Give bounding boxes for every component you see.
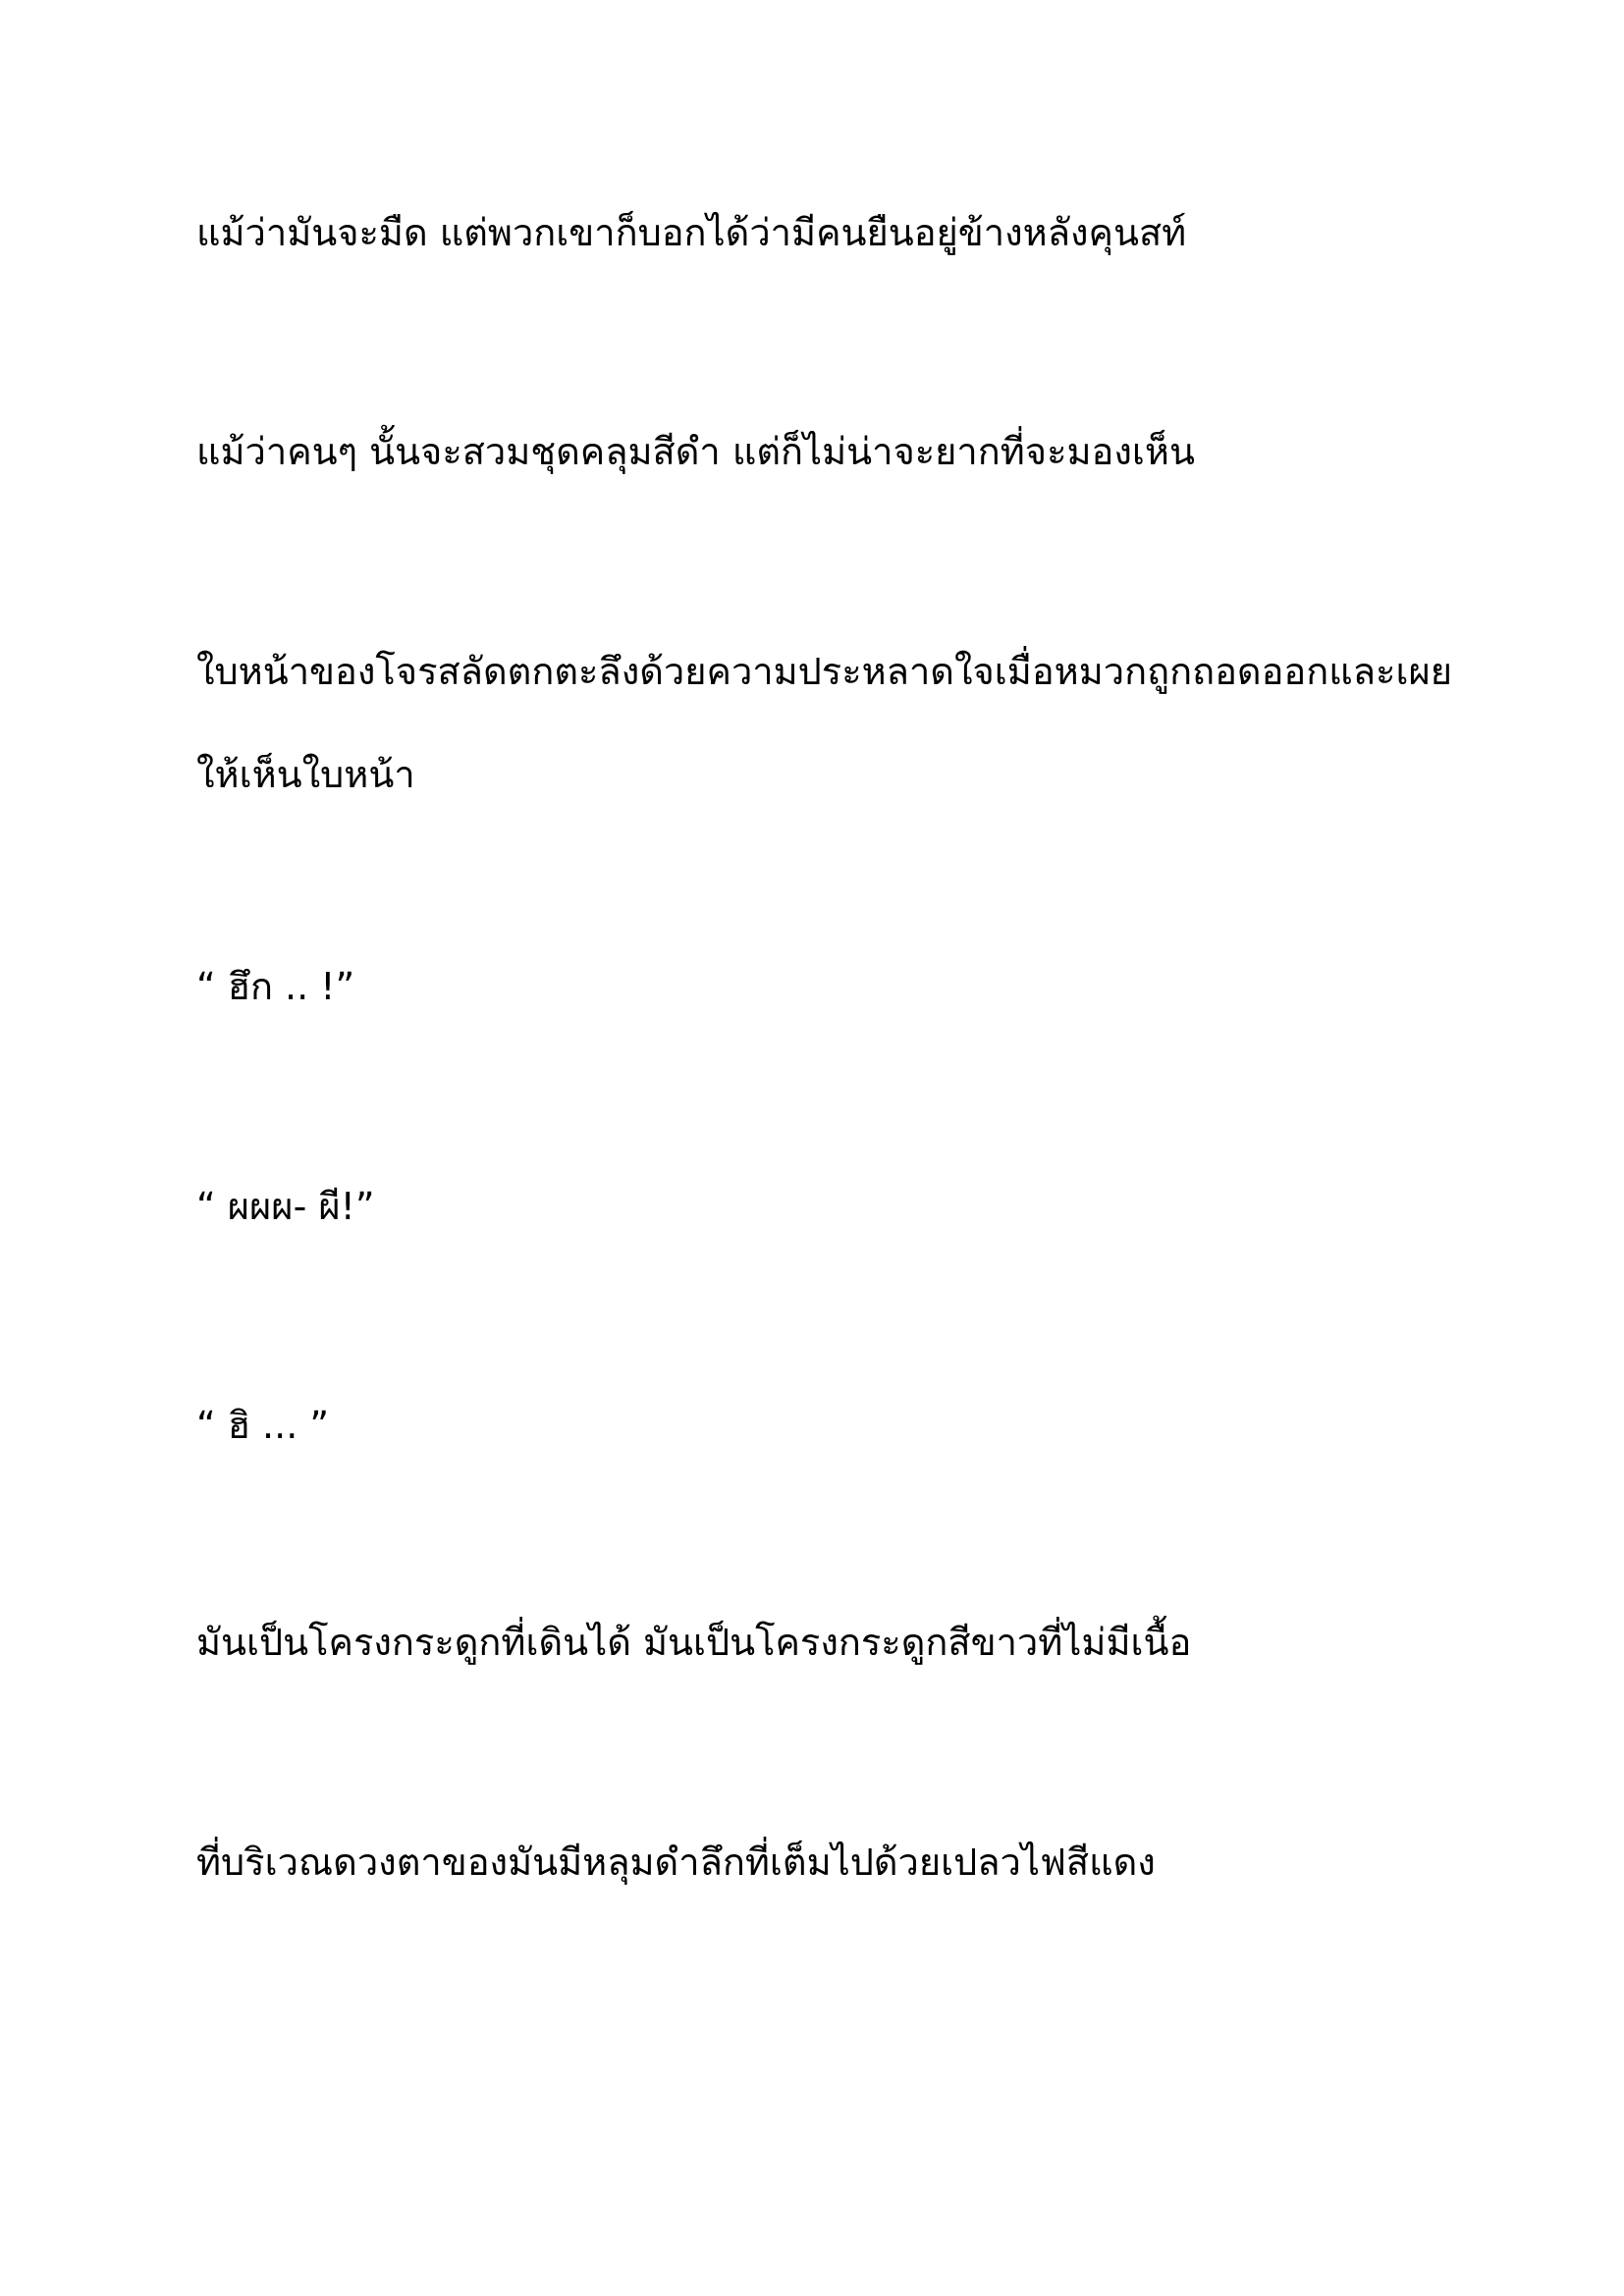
paragraph: แม้ว่ามันจะมืด แต่พวกเขาก็บอกได้ว่ามีคนยืนอยู่ข้างหลังคุนสท์ (196, 211, 1187, 254)
paragraph: ที่บริเวณดวงตาของมันมีหลุมดำลึกที่เต็มไปด้วยเปลวไฟสีแดง (196, 1841, 1156, 1884)
dialogue-line: “ ฮึก .. !” (196, 965, 355, 1008)
paragraph: ใบหน้าของโจรสลัดตกตะลึงด้วยความประหลาดใจเมื่อหมวกถูกถอดออกและเผยให้เห็นใบหน้า (196, 650, 1452, 796)
dialogue-line: “ ผผผ- ผี!” (196, 1185, 375, 1228)
paragraph: แม้ว่าคนๆ นั้นจะสวมชุดคลุมสีดำ แต่ก็ไม่น่าจะยากที่จะมองเห็น (196, 430, 1195, 473)
paragraph: มันเป็นโครงกระดูกที่เดินได้ มันเป็นโครงกระดูกสีขาวที่ไม่มีเนื้อ (196, 1621, 1192, 1664)
dialogue-line: “ ฮิ ... ” (196, 1404, 330, 1447)
